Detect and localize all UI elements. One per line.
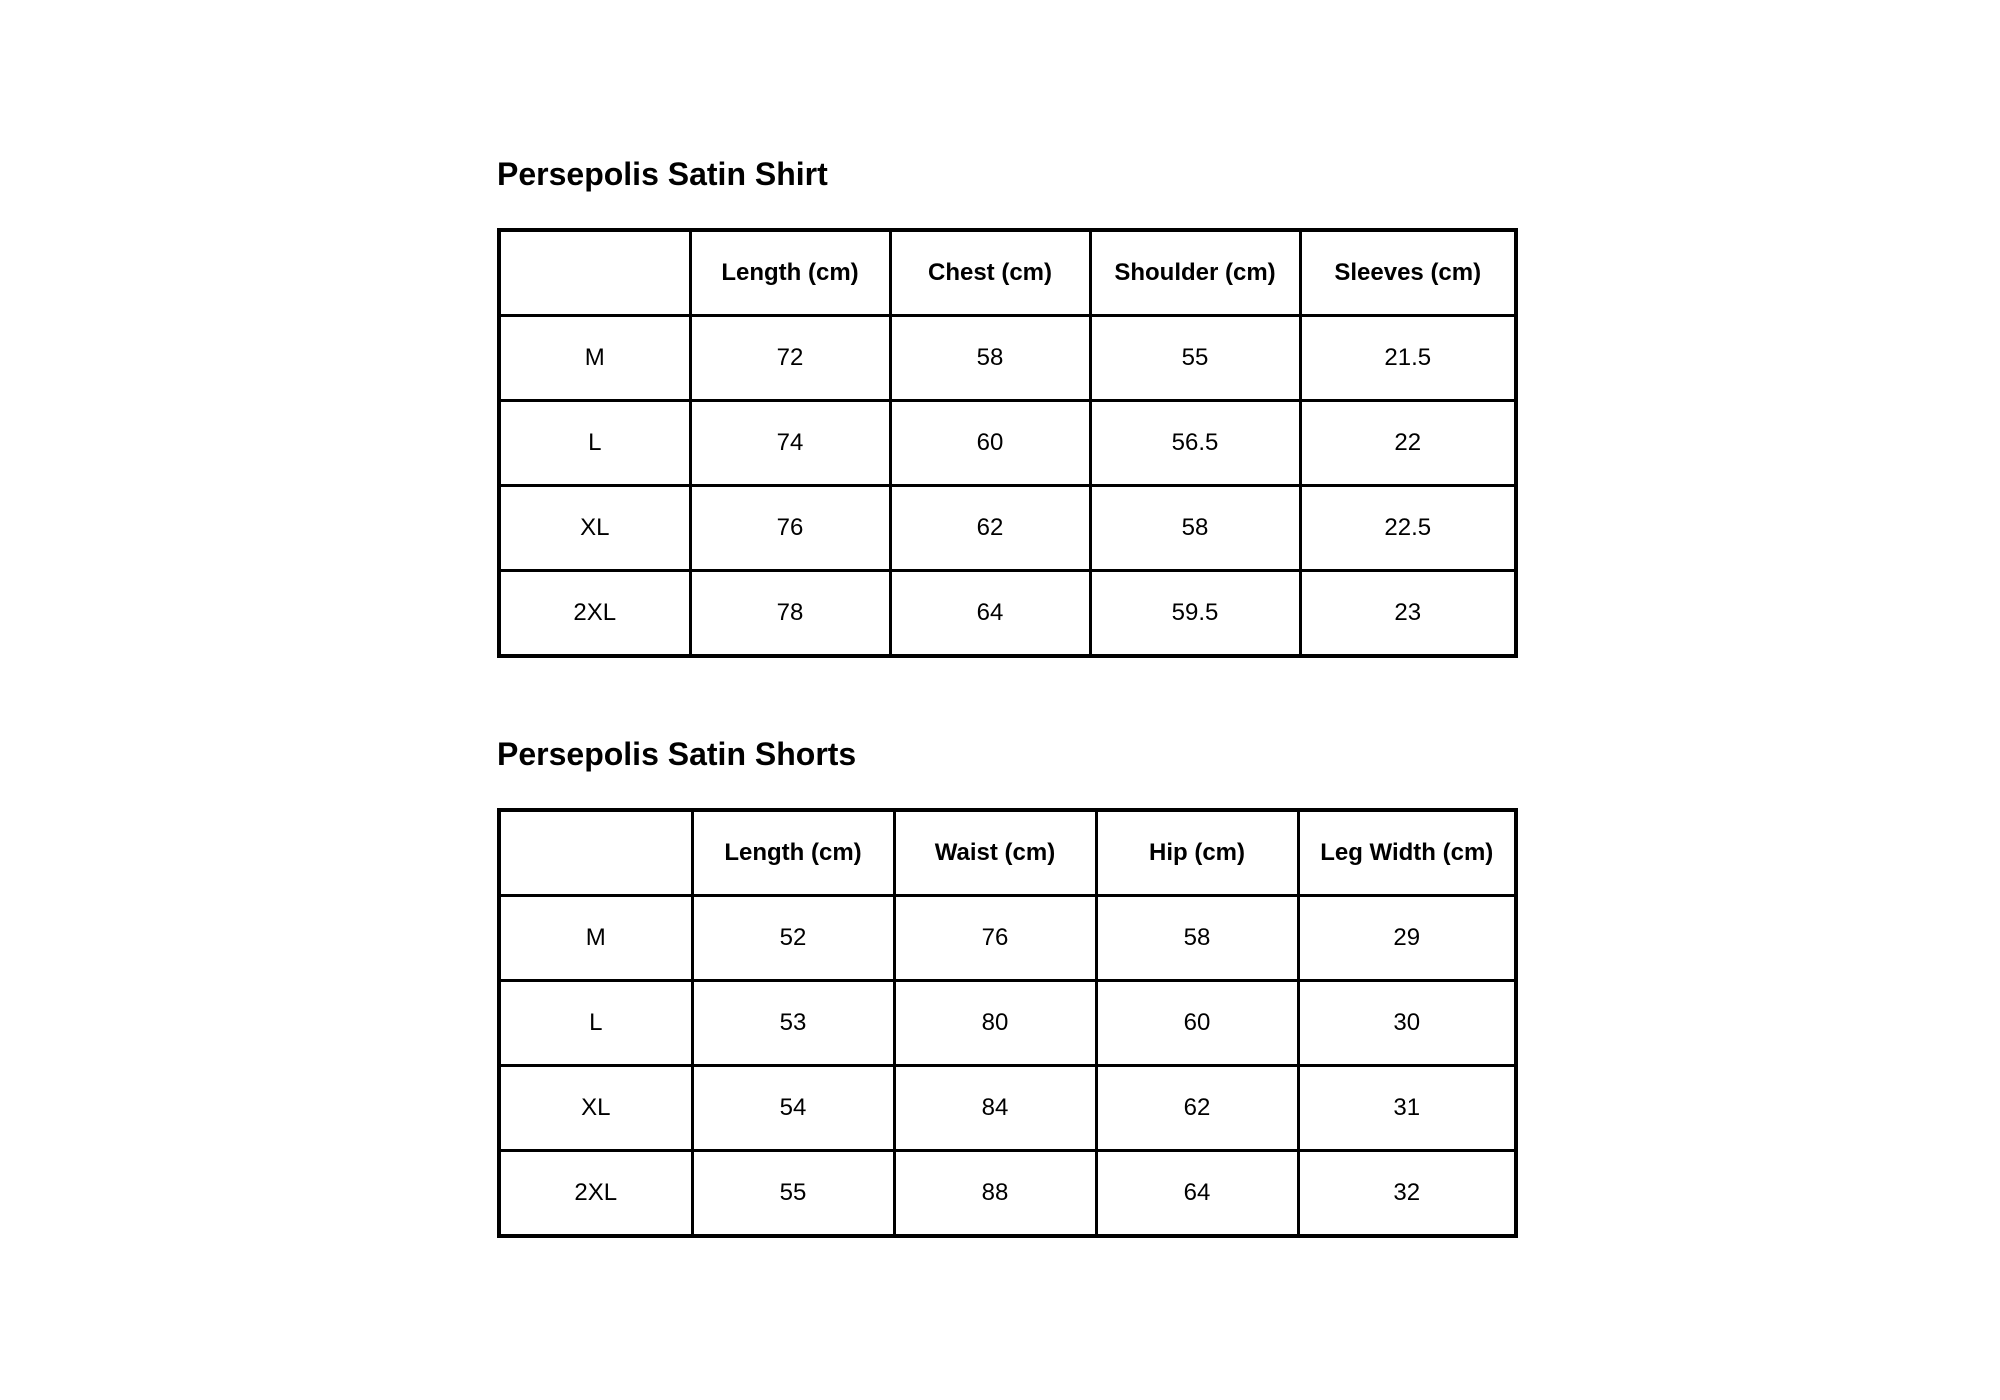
table-row — [499, 486, 1516, 571]
table-cell: 72 — [690, 316, 890, 401]
header-corner-cell — [499, 810, 692, 896]
size-label: L — [499, 401, 690, 486]
size-label: 2XL — [499, 571, 690, 657]
size-label: 2XL — [499, 1151, 692, 1237]
table-cell: 22 — [1300, 401, 1516, 486]
header-leg-width: Leg Width (cm) — [1298, 810, 1516, 896]
table-cell: 78 — [690, 571, 890, 657]
table-cell: 30 — [1298, 981, 1516, 1066]
table-cell: 56.5 — [1090, 401, 1300, 486]
table-cell: 60 — [890, 401, 1090, 486]
table-cell: 29 — [1298, 896, 1516, 981]
table-cell: 58 — [1090, 486, 1300, 571]
table-cell: 59.5 — [1090, 571, 1300, 657]
table-row — [499, 401, 1516, 486]
header-sleeves: Sleeves (cm) — [1300, 230, 1516, 316]
table-cell: 23 — [1300, 571, 1516, 657]
shirt-size-chart — [497, 150, 1482, 626]
table-cell: 64 — [1096, 1151, 1298, 1237]
table-cell: 21.5 — [1300, 316, 1516, 401]
table-cell: 22.5 — [1300, 486, 1516, 571]
shorts-size-chart — [497, 730, 1494, 1206]
table-row — [499, 316, 1516, 401]
table-cell: 62 — [890, 486, 1090, 571]
table-cell: 55 — [1090, 316, 1300, 401]
table-row — [499, 1151, 1516, 1237]
table-cell: 80 — [894, 981, 1096, 1066]
header-length: Length (cm) — [692, 810, 894, 896]
size-label: M — [499, 316, 690, 401]
table-cell: 74 — [690, 401, 890, 486]
table-cell: 64 — [890, 571, 1090, 657]
table-header-row — [499, 230, 1516, 316]
table-cell: 76 — [894, 896, 1096, 981]
table-row — [499, 571, 1516, 657]
table-cell: 84 — [894, 1066, 1096, 1151]
table-row — [499, 981, 1516, 1066]
table-cell: 58 — [1096, 896, 1298, 981]
table-cell: 54 — [692, 1066, 894, 1151]
size-label: M — [499, 896, 692, 981]
table-cell: 62 — [1096, 1066, 1298, 1151]
size-label: L — [499, 981, 692, 1066]
table-cell: 76 — [690, 486, 890, 571]
table-header-row — [499, 810, 1516, 896]
table-cell: 88 — [894, 1151, 1096, 1237]
shirt-size-table — [497, 228, 1518, 658]
size-label: XL — [499, 1066, 692, 1151]
size-label: XL — [499, 486, 690, 571]
table-row — [499, 1066, 1516, 1151]
table-row — [499, 896, 1516, 981]
table-cell: 60 — [1096, 981, 1298, 1066]
header-chest: Chest (cm) — [890, 230, 1090, 316]
shorts-title: Persepolis Satin Shorts — [497, 736, 857, 772]
header-hip: Hip (cm) — [1096, 810, 1298, 896]
shorts-size-table — [497, 808, 1518, 1238]
header-corner-cell — [499, 230, 690, 316]
header-waist: Waist (cm) — [894, 810, 1096, 896]
table-cell: 55 — [692, 1151, 894, 1237]
table-cell: 58 — [890, 316, 1090, 401]
header-shoulder: Shoulder (cm) — [1090, 230, 1300, 316]
shirt-title: Persepolis Satin Shirt — [497, 156, 828, 192]
table-cell: 32 — [1298, 1151, 1516, 1237]
table-cell: 31 — [1298, 1066, 1516, 1151]
table-cell: 52 — [692, 896, 894, 981]
table-cell: 53 — [692, 981, 894, 1066]
header-length: Length (cm) — [690, 230, 890, 316]
